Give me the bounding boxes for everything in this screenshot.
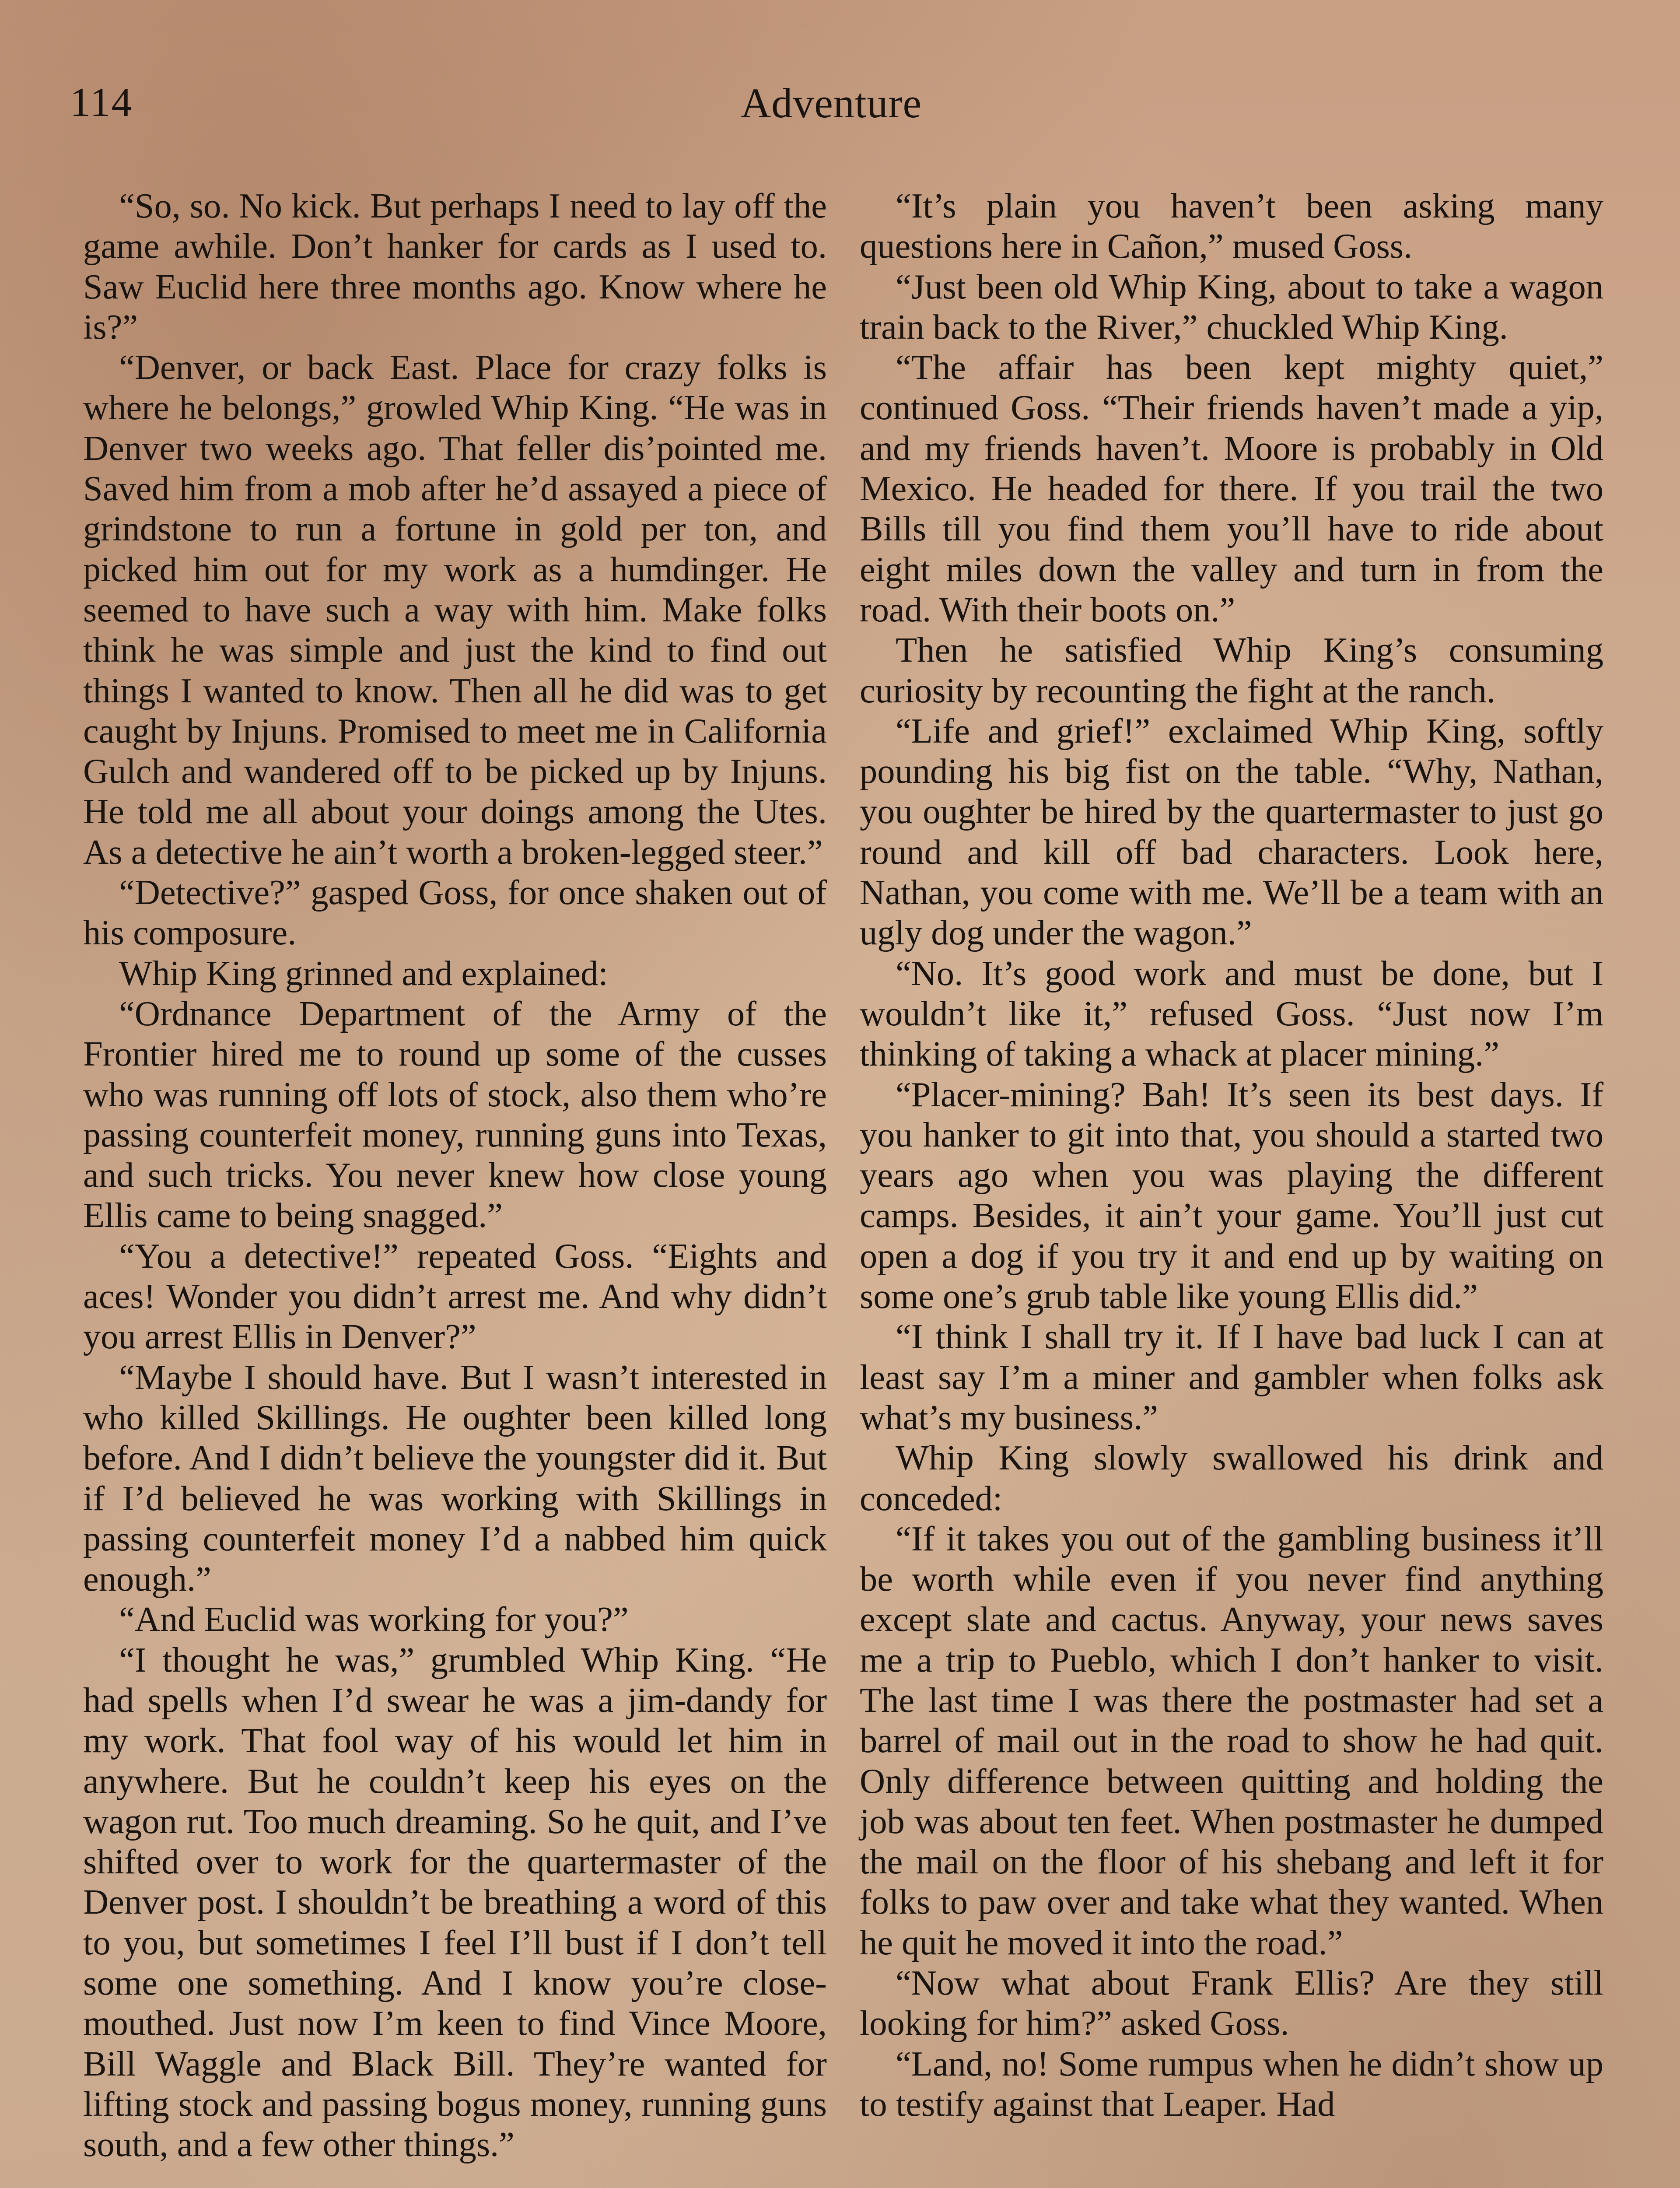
paragraph: “You a detective!” repeated Goss. “Eights and aces! Wonder you didn’t arrest me. And why didn’t you arrest Ellis in Denver?” xyxy=(83,1236,827,1357)
paragraph: “So, so. No kick. But perhaps I need to lay off the game awhile. Don’t hanker for cards as I used to. Saw Euclid here three months ago. Know where he is?” xyxy=(83,186,827,347)
paragraph: Whip King slowly swallowed his drink and conceded: xyxy=(860,1438,1603,1518)
paragraph: “I thought he was,” grumbled Whip King. “He had spells when I’d swear he was a jim-dandy for my work. That fool way of his would let him in anywhere. But he couldn’t keep his eyes on the wagon rut. Too much dreaming. So he quit, and I’ve shifted over to work for the quartermaster of the Denver post. I shouldn’t be breathing a word of this to you, but sometimes I feel I’ll bust if I don’t tell some one something. And I know you’re close-mouthed. Just now I’m keen to find Vince Moore, Bill Waggle and Black Bill. They’re wanted for lifting stock and passing bogus money, running guns south, and a few other things.” xyxy=(83,1640,827,2164)
paragraph: “Denver, or back East. Place for crazy folks is where he belongs,” growled Whip King. “He was in Denver two weeks ago. That feller dis’pointed me. Saved him from a mob after he’d assayed a piece of grindstone to run a fortune in gold per ton, and picked him out for my work as a humdinger. He seemed to have such a way with him. Make folks think he was simple and just the kind to find out things I wanted to know. Then all he did was to get caught by Injuns. Promised to meet me in California Gulch and wandered off to be picked up by Injuns. He told me all about your doings among the Utes. As a detective he ain’t worth a broken-legged steer.” xyxy=(83,348,827,872)
paragraph: “Land, no! Some rumpus when he didn’t show up to testify against that Leaper. Had xyxy=(860,2044,1603,2124)
paragraph: Then he satisfied Whip King’s consuming curiosity by recounting the fight at the ranch. xyxy=(860,631,1603,710)
paragraph: “Placer-mining? Bah! It’s seen its best days. If you hanker to git into that, you should a started two years ago when you was playing the different camps. Besides, it ain’t your game. You’ll just cut open a dog if you try it and end up by waiting on some one’s grub table like young Ellis did.” xyxy=(860,1075,1603,1316)
paragraph: “Maybe I should have. But I wasn’t interested in who killed Skillings. He oughter been killed long before. And I didn’t believe the youngster did it. But if I’d believed he was working with Skillings in passing counterfeit money I’d a nabbed him quick enough.” xyxy=(83,1357,827,1599)
page-number: 114 xyxy=(70,80,133,125)
paragraph: Whip King grinned and explained: xyxy=(119,954,608,993)
paragraph: “Detective?” gasped Goss, for once shaken out of his composure. xyxy=(83,873,827,953)
paragraph: “Ordnance Department of the Army of the Frontier hired me to round up some of the cusses who was running off lots of stock, also them who’re passing counterfeit money, running guns into Texas, and such tricks. You never knew how close young Ellis came to being snagged.” xyxy=(83,994,827,1235)
paragraph: “No. It’s good work and must be done, but I wouldn’t like it,” refused Goss. “Just now I’m thinking of taking a whack at placer mining.” xyxy=(860,954,1603,1074)
right-column xyxy=(860,186,1603,2125)
paragraph: “I think I shall try it. If I have bad luck I can at least say I’m a miner and gambler when folks ask what’s my business.” xyxy=(860,1317,1603,1437)
page-header xyxy=(70,79,1592,140)
running-title: Adventure xyxy=(740,80,922,126)
paragraph: “It’s plain you haven’t been asking many questions here in Cañon,” mused Goss. xyxy=(860,186,1603,266)
paragraph: “If it takes you out of the gambling business it’ll be worth while even if you never find anything except slate and cactus. Anyway, your news saves me a trip to Pueblo, which I don’t hanker to visit. The last time I was there the postmaster had set a barrel of mail out in the road to show he had quit. Only difference between quitting and holding the job was about ten feet. When postmaster he dumped the mail on the floor of his shebang and left it for folks to paw over and take what they wanted. When he quit he moved it into the road.” xyxy=(860,1519,1603,1962)
paragraph: “The affair has been kept mighty quiet,” continued Goss. “Their friends haven’t made a yip, and my friends haven’t. Moore is probably in Old Mexico. He headed for there. If you trail the two Bills till you find them you’ll have to ride about eight miles down the valley and turn in from the road. With their boots on.” xyxy=(860,348,1603,629)
paragraph: “Now what about Frank Ellis? Are they still looking for him?” asked Goss. xyxy=(860,1964,1603,2043)
paragraph: “Just been old Whip King, about to take a wagon train back to the River,” chuckled Whip King. xyxy=(860,267,1603,347)
paragraph: “And Euclid was working for you?” xyxy=(119,1600,629,1639)
paragraph: “Life and grief!” exclaimed Whip King, softly pounding his big fist on the table. “Why, Nathan, you oughter be hired by the quartermaster to just go round and kill off bad characters. Look here, Nathan, you come with me. We’ll be a team with an ugly dog under the wagon.” xyxy=(860,711,1603,953)
left-column xyxy=(83,186,827,2165)
